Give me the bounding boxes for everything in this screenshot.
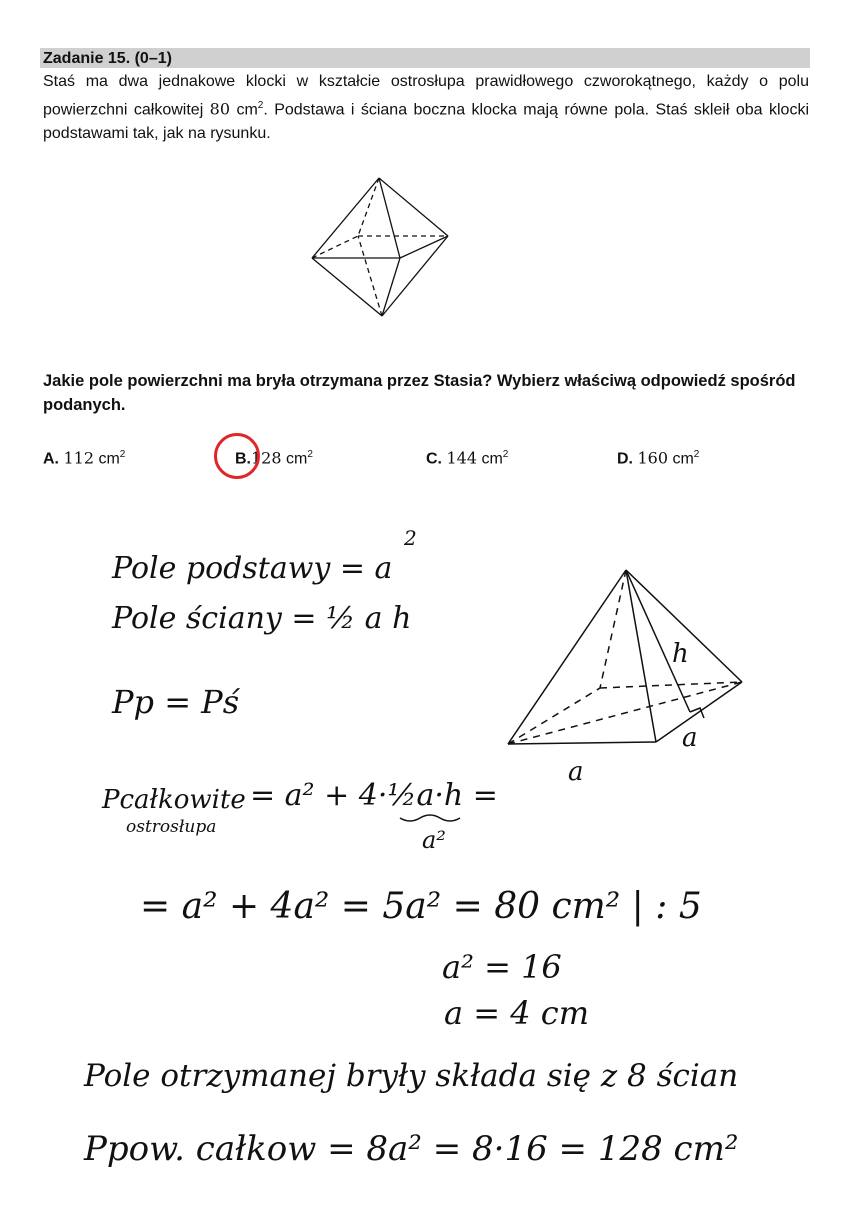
answer-c-value: 144 bbox=[446, 448, 477, 468]
hw-line-equal-areas: Pp = Pś bbox=[112, 683, 240, 721]
hw-line-eight-faces: Pole otrzymanej bryły składa się z 8 ścian bbox=[84, 1058, 739, 1094]
hw-line-total-expr: = a² + 4·½a·h = bbox=[250, 778, 498, 813]
hw-line-total-sub: ostrosłupa bbox=[126, 817, 217, 837]
hw-fig-side-label: a bbox=[682, 723, 698, 753]
hw-fig-base-label: a bbox=[568, 757, 584, 787]
question-text: Jakie pole powierzchni ma bryła otrzymana przez Stasia? Wybierz właściwą odpowiedź spośród podanych. bbox=[43, 372, 796, 414]
answer-a-exp: 2 bbox=[119, 449, 126, 460]
answer-a-unit: cm bbox=[98, 450, 120, 468]
task-text-part1: Staś ma dwa jednakowe klocki w kształcie ostrosłupa prawidłowego czworokątnego, każdy o polu powierzchni całkowitej bbox=[43, 73, 809, 119]
answer-b-letter: B. bbox=[235, 450, 251, 468]
answer-b-exp: 2 bbox=[307, 449, 313, 460]
task-text-part2: . Podstawa i ściana boczna klocka mają równe pola. Staś skleił oba klocki podstawami tak, jak na rysunku. bbox=[43, 101, 809, 143]
answer-c-letter: C. bbox=[426, 450, 442, 468]
answer-d-exp: 2 bbox=[693, 449, 700, 460]
hw-pyramid-sketch bbox=[508, 570, 742, 744]
hw-line-a-squared: a² = 16 bbox=[442, 948, 562, 986]
answer-a-value: 112 bbox=[63, 448, 94, 468]
area-exponent: 2 bbox=[257, 100, 264, 111]
answer-c-exp: 2 bbox=[502, 449, 509, 460]
area-value: 80 bbox=[209, 99, 231, 119]
hw-underbrace bbox=[400, 815, 460, 821]
hw-line-face-area: Pole ściany = ½ a h bbox=[112, 601, 412, 636]
answer-d-letter: D. bbox=[617, 450, 633, 468]
hw-fig-height-label: h bbox=[672, 639, 689, 669]
answer-d-value: 160 bbox=[637, 448, 668, 468]
answer-b-unit: cm bbox=[286, 450, 308, 468]
answer-a-letter: A. bbox=[43, 450, 59, 468]
hw-line-total-label: Pcałkowite bbox=[102, 785, 246, 815]
area-unit: cm bbox=[230, 101, 258, 119]
hw-line-total-under: a² bbox=[422, 826, 446, 854]
answer-b-value: 128 bbox=[251, 448, 282, 468]
task-title: Zadanie 15. (0–1) bbox=[43, 50, 172, 67]
answer-c-unit: cm bbox=[481, 450, 503, 468]
hw-line-a-value: a = 4 cm bbox=[444, 994, 590, 1032]
answer-d-unit: cm bbox=[672, 450, 694, 468]
hw-line-base-area: Pole podstawy = a bbox=[112, 551, 393, 586]
hw-line-sum: = a² + 4a² = 5a² = 80 cm² | : 5 bbox=[140, 886, 702, 927]
hw-line-base-area-exp: 2 bbox=[404, 526, 417, 550]
hw-line-final: Ppow. całkow = 8a² = 8·16 = 128 cm² bbox=[84, 1129, 739, 1169]
